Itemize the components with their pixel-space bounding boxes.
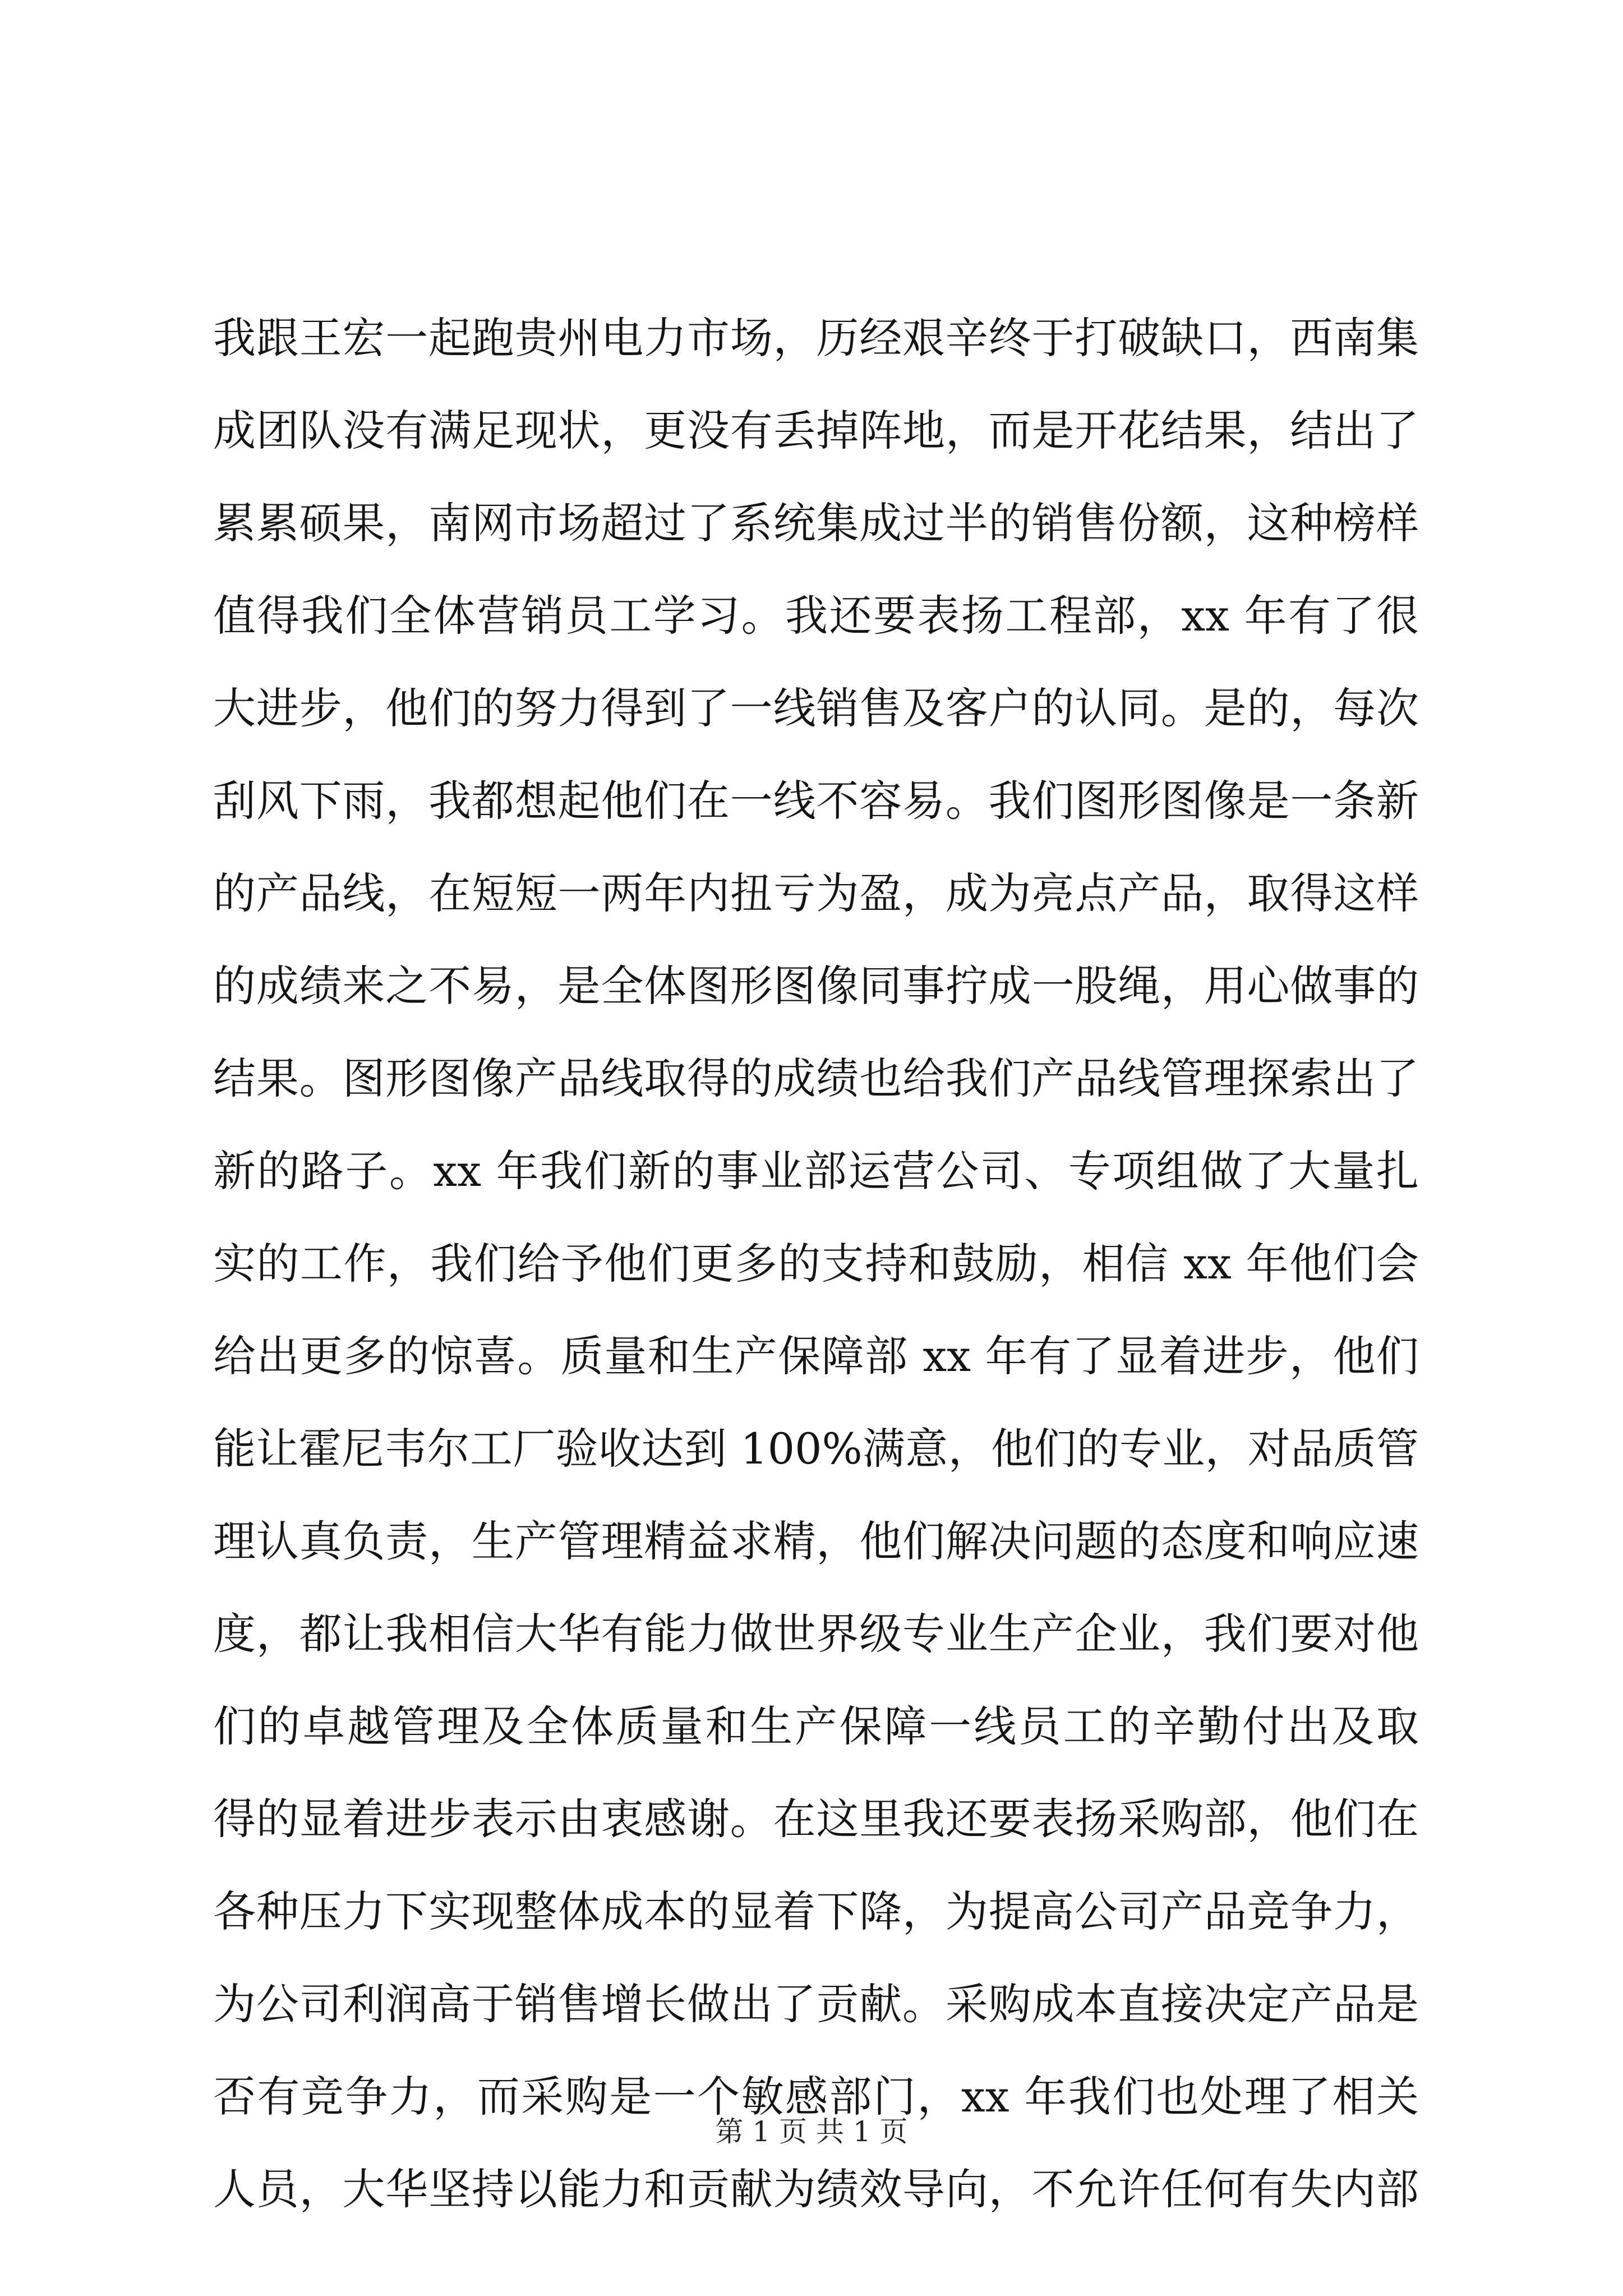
text-line: 们的卓越管理及全体质量和生产保障一线员工的辛勤付出及取 (213, 1701, 1419, 1751)
text-line: 实的工作，我们给予他们更多的支持和鼓励，相信 xx 年他们会 (213, 1239, 1419, 1289)
text-line: 新的路子。xx 年我们新的事业部运营公司、专项组做了大量扎 (213, 1146, 1419, 1196)
page-footer: 第 1 页 共 1 页 (715, 2115, 908, 2148)
text-line: 否有竞争力，而采购是一个敏感部门，xx 年我们也处理了相关 (213, 2072, 1419, 2122)
text-line: 能让霍尼韦尔工厂验收达到 100%满意，他们的专业，对品质管 (213, 1424, 1419, 1474)
text-line: 度，都让我相信大华有能力做世界级专业生产企业，我们要对他 (213, 1609, 1419, 1659)
text-line: 得的显着进步表示由衷感谢。在这里我还要表扬采购部，他们在 (213, 1794, 1419, 1844)
text-line: 值得我们全体营销员工学习。我还要表扬工程部，xx 年有了很 (213, 591, 1419, 641)
text-line: 的产品线，在短短一两年内扭亏为盈，成为亮点产品，取得这样 (213, 868, 1419, 918)
text-line: 累累硕果，南网市场超过了系统集成过半的销售份额，这种榜样 (213, 498, 1419, 548)
body-paragraph (213, 292, 1419, 2235)
text-line: 结果。图形图像产品线取得的成绩也给我们产品线管理探索出了 (213, 1053, 1419, 1103)
text-line: 的成绩来之不易，是全体图形图像同事拧成一股绳，用心做事的 (213, 961, 1419, 1011)
text-line: 理认真负责，生产管理精益求精，他们解决问题的态度和响应速 (213, 1516, 1419, 1566)
text-line: 刮风下雨，我都想起他们在一线不容易。我们图形图像是一条新 (213, 776, 1419, 826)
text-line: 为公司利润高于销售增长做出了贡献。采购成本直接决定产品是 (213, 1979, 1419, 2029)
text-line: 成团队没有满足现状，更没有丢掉阵地，而是开花结果，结出了 (213, 406, 1419, 455)
text-line: 我跟王宏一起跑贵州电力市场，历经艰辛终于打破缺口，西南集 (213, 313, 1419, 363)
text-line: 人员，大华坚持以能力和贡献为绩效导向，不允许任何有失内部 (213, 2164, 1419, 2214)
text-line: 各种压力下实现整体成本的显着下降，为提高公司产品竞争力， (213, 1887, 1419, 1936)
text-line: 给出更多的惊喜。质量和生产保障部 xx 年有了显着进步，他们 (213, 1331, 1419, 1381)
text-line: 大进步，他们的努力得到了一线销售及客户的认同。是的，每次 (213, 683, 1419, 733)
